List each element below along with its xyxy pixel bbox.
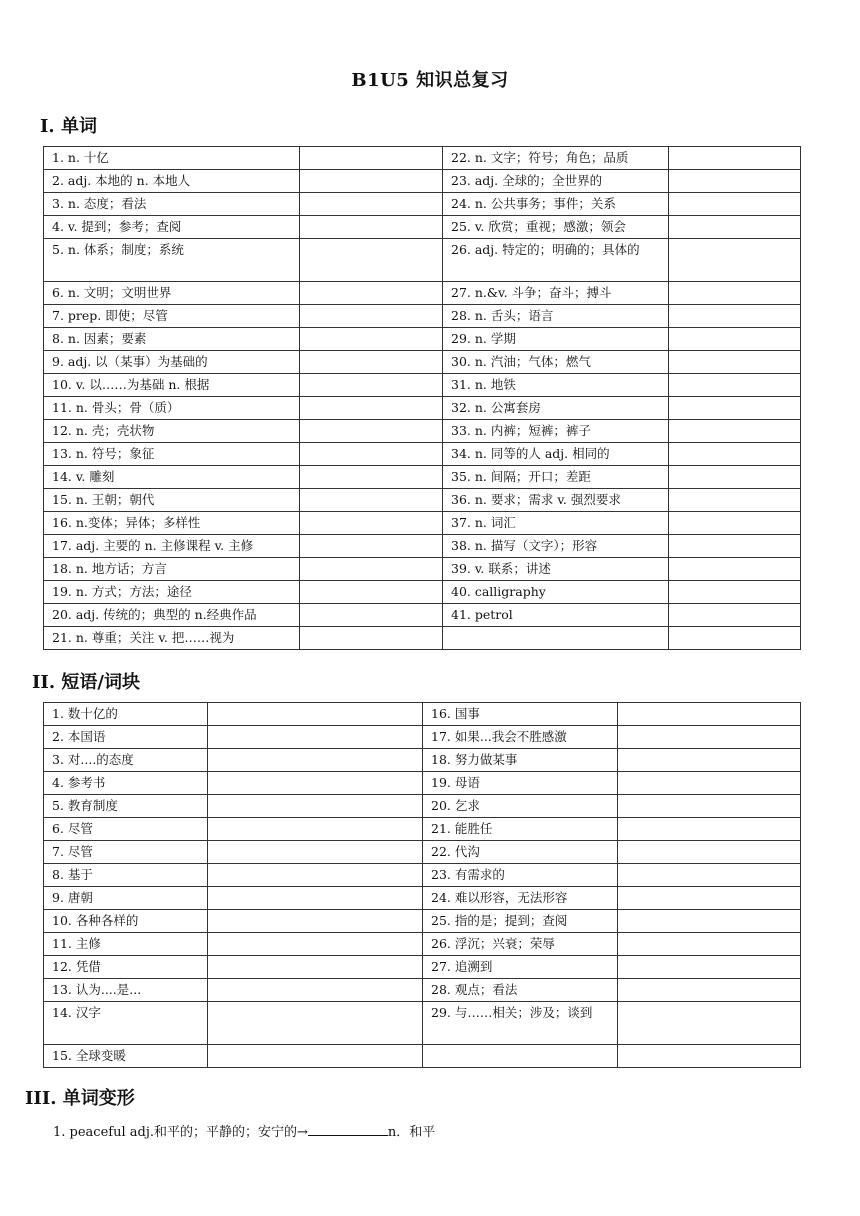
answer-cell[interactable] (300, 193, 443, 216)
table-row (44, 956, 801, 979)
table-row (44, 305, 801, 328)
prompt-cell: 16. 国事 (423, 703, 618, 726)
answer-cell[interactable] (669, 604, 801, 627)
prompt-cell: 10. 各种各样的 (44, 910, 208, 933)
prompt-cell: 22. n. 文字；符号；角色；品质 (443, 147, 669, 170)
table-row (44, 239, 801, 282)
prompt-cell: 17. 如果...我会不胜感激 (423, 726, 618, 749)
table-row (44, 397, 801, 420)
table-row (44, 374, 801, 397)
answer-cell[interactable] (669, 193, 801, 216)
prompt-cell: 21. 能胜任 (423, 818, 618, 841)
prompt-cell: 6. n. 文明；文明世界 (44, 282, 300, 305)
answer-cell[interactable] (208, 933, 423, 956)
answer-cell[interactable] (669, 147, 801, 170)
answer-cell[interactable] (300, 147, 443, 170)
answer-cell[interactable] (618, 703, 801, 726)
answer-cell[interactable] (618, 910, 801, 933)
prompt-cell: 14. 汉字 (44, 1002, 208, 1045)
table-row (44, 581, 801, 604)
answer-cell[interactable] (618, 749, 801, 772)
answer-cell[interactable] (669, 489, 801, 512)
answer-cell[interactable] (669, 239, 801, 282)
answer-cell[interactable] (208, 979, 423, 1002)
table-row (44, 864, 801, 887)
answer-cell[interactable] (618, 933, 801, 956)
answer-cell[interactable] (300, 397, 443, 420)
prompt-cell: 4. v. 提到；参考；查阅 (44, 216, 300, 239)
prompt-cell: 17. adj. 主要的 n. 主修课程 v. 主修 (44, 535, 300, 558)
prompt-cell: 29. n. 学期 (443, 328, 669, 351)
prompt-cell: 18. 努力做某事 (423, 749, 618, 772)
table-row (44, 420, 801, 443)
prompt-cell: 5. 教育制度 (44, 795, 208, 818)
answer-cell[interactable] (669, 581, 801, 604)
prompt-cell: 15. 全球变暖 (44, 1045, 208, 1068)
answer-cell[interactable] (669, 535, 801, 558)
answer-cell[interactable] (300, 282, 443, 305)
prompt-cell: 41. petrol (443, 604, 669, 627)
prompt-cell: 4. 参考书 (44, 772, 208, 795)
answer-cell[interactable] (669, 328, 801, 351)
answer-cell[interactable] (208, 910, 423, 933)
prompt-cell: 33. n. 内裤；短裤；裤子 (443, 420, 669, 443)
table-row (44, 818, 801, 841)
prompt-cell: 9. 唐朝 (44, 887, 208, 910)
answer-cell[interactable] (618, 956, 801, 979)
table-row (44, 772, 801, 795)
table-row (44, 351, 801, 374)
answer-cell[interactable] (618, 726, 801, 749)
prompt-cell: 20. adj. 传统的；典型的 n.经典作品 (44, 604, 300, 627)
answer-cell[interactable] (300, 558, 443, 581)
answer-cell[interactable] (669, 282, 801, 305)
prompt-cell: 2. 本国语 (44, 726, 208, 749)
prompt-cell: 2. adj. 本地的 n. 本地人 (44, 170, 300, 193)
table-row (44, 604, 801, 627)
section-heading-transform: III. 单词变形 (25, 1088, 135, 1109)
prompt-cell: 13. n. 符号；象征 (44, 443, 300, 466)
prompt-cell: 24. 难以形容，无法形容 (423, 887, 618, 910)
vocab-table (43, 146, 801, 650)
prompt-cell: 36. n. 要求；需求 v. 强烈要求 (443, 489, 669, 512)
table-row (44, 216, 801, 239)
answer-cell[interactable] (618, 864, 801, 887)
prompt-cell: 25. 指的是；提到；查阅 (423, 910, 618, 933)
prompt-cell: 12. n. 壳；壳状物 (44, 420, 300, 443)
prompt-cell: 1. n. 十亿 (44, 147, 300, 170)
answer-cell[interactable] (669, 558, 801, 581)
table-row (44, 979, 801, 1002)
prompt-cell: 8. n. 因素；要素 (44, 328, 300, 351)
answer-cell[interactable] (208, 864, 423, 887)
answer-cell[interactable] (300, 216, 443, 239)
prompt-cell: 26. 浮沉；兴衰；荣辱 (423, 933, 618, 956)
answer-cell[interactable] (300, 581, 443, 604)
prompt-cell: 11. n. 骨头；骨（质） (44, 397, 300, 420)
prompt-cell: 23. 有需求的 (423, 864, 618, 887)
table-row (44, 726, 801, 749)
answer-cell[interactable] (669, 420, 801, 443)
answer-cell[interactable] (669, 305, 801, 328)
table-row (44, 443, 801, 466)
prompt-cell: 34. n. 同等的人 adj. 相同的 (443, 443, 669, 466)
answer-cell[interactable] (669, 443, 801, 466)
answer-blank[interactable] (308, 1123, 388, 1136)
phrase-table (43, 702, 801, 1068)
answer-cell[interactable] (300, 489, 443, 512)
prompt-cell: 27. 追溯到 (423, 956, 618, 979)
table-row (44, 1045, 801, 1068)
answer-cell[interactable] (208, 841, 423, 864)
answer-cell[interactable] (208, 818, 423, 841)
table-row (44, 558, 801, 581)
prompt-cell: 32. n. 公寓套房 (443, 397, 669, 420)
prompt-cell: 9. adj. 以（某事）为基础的 (44, 351, 300, 374)
answer-cell[interactable] (669, 351, 801, 374)
answer-cell[interactable] (208, 703, 423, 726)
answer-cell[interactable] (669, 627, 801, 650)
prompt-cell: 37. n. 词汇 (443, 512, 669, 535)
prompt-cell: 28. n. 舌头；语言 (443, 305, 669, 328)
answer-cell[interactable] (300, 239, 443, 282)
prompt-cell: 28. 观点；看法 (423, 979, 618, 1002)
section-heading-vocab: I. 单词 (40, 116, 97, 137)
table-row (44, 170, 801, 193)
prompt-cell: 40. calligraphy (443, 581, 669, 604)
answer-cell[interactable] (208, 772, 423, 795)
table-row (44, 627, 801, 650)
table-row (44, 193, 801, 216)
answer-cell[interactable] (300, 351, 443, 374)
answer-cell[interactable] (669, 374, 801, 397)
prompt-cell: 14. v. 雕刻 (44, 466, 300, 489)
section-heading-phrases: II. 短语/词块 (32, 672, 140, 693)
table-row (44, 147, 801, 170)
answer-cell[interactable] (208, 1045, 423, 1068)
prompt-cell: 21. n. 尊重；关注 v. 把……视为 (44, 627, 300, 650)
table-row (44, 489, 801, 512)
table-row (44, 795, 801, 818)
prompt-cell: 16. n.变体；异体；多样性 (44, 512, 300, 535)
prompt-cell: 19. 母语 (423, 772, 618, 795)
answer-cell[interactable] (300, 512, 443, 535)
answer-cell[interactable] (618, 795, 801, 818)
prompt-cell (443, 627, 669, 650)
table-row (44, 535, 801, 558)
answer-cell[interactable] (300, 170, 443, 193)
answer-cell[interactable] (618, 887, 801, 910)
prompt-cell: 11. 主修 (44, 933, 208, 956)
prompt-cell: 3. n. 态度；看法 (44, 193, 300, 216)
table-row (44, 282, 801, 305)
answer-cell[interactable] (300, 604, 443, 627)
prompt-cell: 26. adj. 特定的；明确的；具体的 (443, 239, 669, 282)
prompt-cell: 18. n. 地方话；方言 (44, 558, 300, 581)
answer-cell[interactable] (300, 466, 443, 489)
prompt-cell: 22. 代沟 (423, 841, 618, 864)
prompt-cell: 39. v. 联系；讲述 (443, 558, 669, 581)
prompt-cell: 20. 乞求 (423, 795, 618, 818)
prompt-cell: 6. 尽管 (44, 818, 208, 841)
answer-cell[interactable] (669, 216, 801, 239)
table-row (44, 887, 801, 910)
table-row (44, 749, 801, 772)
answer-cell[interactable] (669, 397, 801, 420)
prompt-cell: 7. 尽管 (44, 841, 208, 864)
table-row (44, 328, 801, 351)
answer-cell[interactable] (669, 512, 801, 535)
answer-cell[interactable] (669, 170, 801, 193)
answer-cell[interactable] (669, 466, 801, 489)
answer-cell[interactable] (618, 818, 801, 841)
prompt-cell: 7. prep. 即使；尽管 (44, 305, 300, 328)
answer-cell[interactable] (300, 305, 443, 328)
table-row (44, 841, 801, 864)
table-row (44, 933, 801, 956)
transform-item-1 (53, 1121, 435, 1140)
table-row (44, 1002, 801, 1045)
prompt-cell: 38. n. 描写（文字）；形容 (443, 535, 669, 558)
answer-cell[interactable] (208, 749, 423, 772)
prompt-cell: 19. n. 方式；方法；途径 (44, 581, 300, 604)
answer-cell[interactable] (300, 420, 443, 443)
prompt-cell: 8. 基于 (44, 864, 208, 887)
answer-cell[interactable] (300, 328, 443, 351)
prompt-cell: 13. 认为....是... (44, 979, 208, 1002)
answer-cell[interactable] (208, 887, 423, 910)
prompt-cell: 5. n. 体系；制度；系统 (44, 239, 300, 282)
prompt-cell: 30. n. 汽油；气体；燃气 (443, 351, 669, 374)
table-row (44, 910, 801, 933)
answer-cell[interactable] (300, 627, 443, 650)
prompt-cell: 25. v. 欣赏；重视；感激；领会 (443, 216, 669, 239)
prompt-cell: 35. n. 间隔；开口；差距 (443, 466, 669, 489)
answer-cell[interactable] (208, 1002, 423, 1045)
transform-item-prefix: 1. peaceful adj.和平的；平静的；安宁的→ (53, 1125, 308, 1140)
answer-cell[interactable] (208, 956, 423, 979)
answer-cell[interactable] (300, 374, 443, 397)
table-row (44, 466, 801, 489)
prompt-cell: 27. n.&v. 斗争；奋斗；搏斗 (443, 282, 669, 305)
prompt-cell: 31. n. 地铁 (443, 374, 669, 397)
prompt-cell: 10. v. 以……为基础 n. 根据 (44, 374, 300, 397)
prompt-cell (423, 1045, 618, 1068)
answer-cell[interactable] (618, 1045, 801, 1068)
prompt-cell: 3. 对....的态度 (44, 749, 208, 772)
page-title: B1U5 知识总复习 (351, 70, 509, 91)
prompt-cell: 29. 与……相关；涉及；谈到 (423, 1002, 618, 1045)
answer-cell[interactable] (208, 795, 423, 818)
answer-cell[interactable] (300, 443, 443, 466)
table-row (44, 703, 801, 726)
transform-item-suffix: n．和平 (387, 1125, 436, 1140)
prompt-cell: 15. n. 王朝；朝代 (44, 489, 300, 512)
answer-cell[interactable] (208, 726, 423, 749)
prompt-cell: 1. 数十亿的 (44, 703, 208, 726)
table-row (44, 512, 801, 535)
answer-cell[interactable] (618, 772, 801, 795)
answer-cell[interactable] (618, 841, 801, 864)
prompt-cell: 12. 凭借 (44, 956, 208, 979)
answer-cell[interactable] (300, 535, 443, 558)
prompt-cell: 24. n. 公共事务；事件；关系 (443, 193, 669, 216)
answer-cell[interactable] (618, 1002, 801, 1045)
answer-cell[interactable] (618, 979, 801, 1002)
prompt-cell: 23. adj. 全球的；全世界的 (443, 170, 669, 193)
